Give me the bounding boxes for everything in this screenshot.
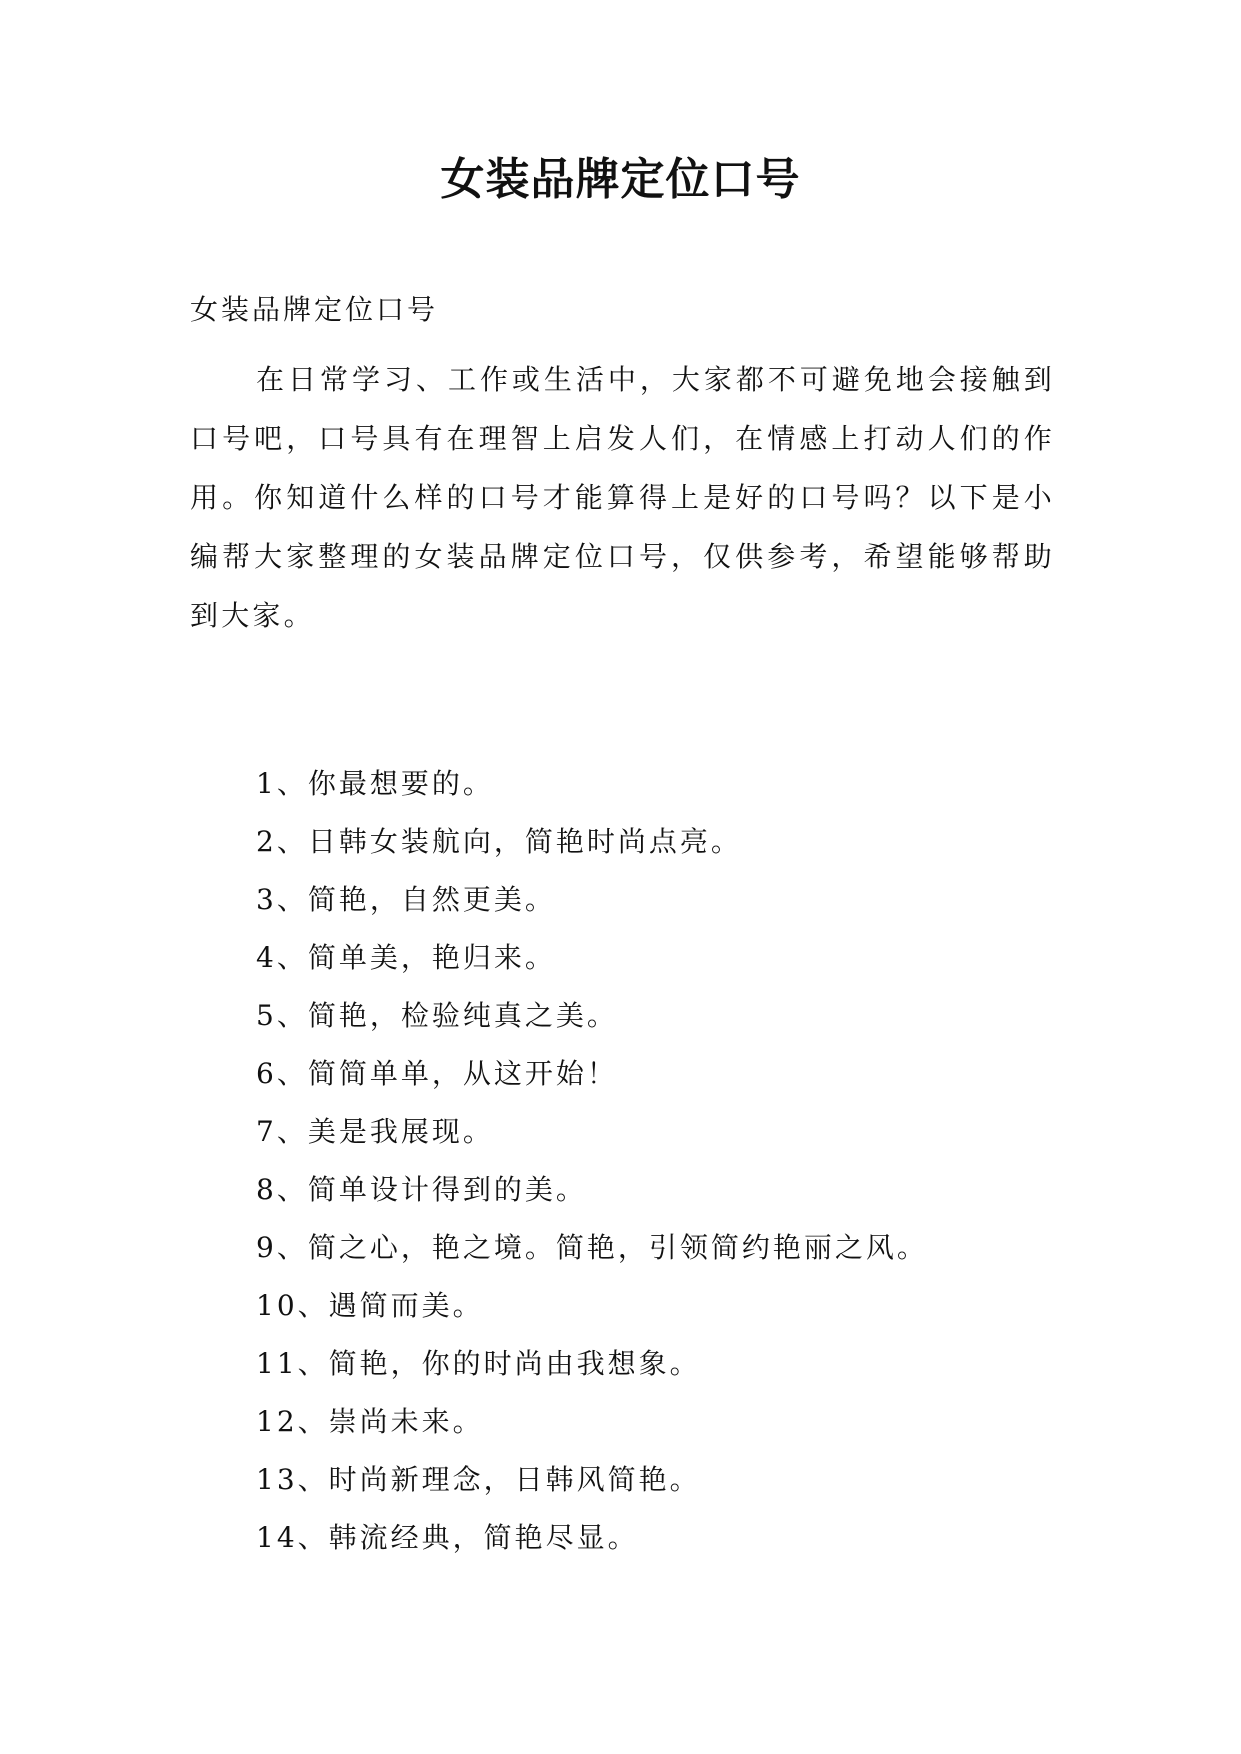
- slogan-item: 5、简艳，检验纯真之美。: [256, 999, 618, 1032]
- slogan-list: [256, 755, 928, 1567]
- document-title: 女装品牌定位口号: [440, 154, 801, 205]
- slogan-item: 7、美是我展现。: [256, 1115, 494, 1148]
- slogan-item: 9、简之心，艳之境。简艳，引领简约艳丽之风。: [256, 1231, 928, 1264]
- document-subtitle: 女装品牌定位口号: [190, 293, 439, 326]
- slogan-item: 2、日韩女装航向，简艳时尚点亮。: [256, 825, 742, 858]
- slogan-item: 3、简艳，自然更美。: [256, 883, 556, 916]
- slogan-item: 13、时尚新理念，日韩风简艳。: [256, 1463, 701, 1496]
- slogan-item: 1、你最想要的。: [256, 767, 494, 800]
- slogan-item: 14、韩流经典，简艳尽显。: [256, 1521, 639, 1554]
- intro-paragraph: 在日常学习、工作或生活中，大家都不可避免地会接触到口号吧，口号具有在理智上启发人们，在情感上打动人们的作用。你知道什么样的口号才能算得上是好的口号吗？以下是小编帮大家整理的女装品牌定位口号，仅供参考，希望能够帮助到大家。: [190, 363, 1055, 632]
- slogan-item: 6、简简单单，从这开始！: [256, 1057, 618, 1090]
- slogan-item: 4、简单美，艳归来。: [256, 941, 556, 974]
- slogan-item: 8、简单设计得到的美。: [256, 1173, 587, 1206]
- slogan-item: 12、崇尚未来。: [256, 1405, 484, 1438]
- slogan-item: 11、简艳，你的时尚由我想象。: [256, 1347, 701, 1380]
- slogan-item: 10、遇简而美。: [256, 1289, 484, 1322]
